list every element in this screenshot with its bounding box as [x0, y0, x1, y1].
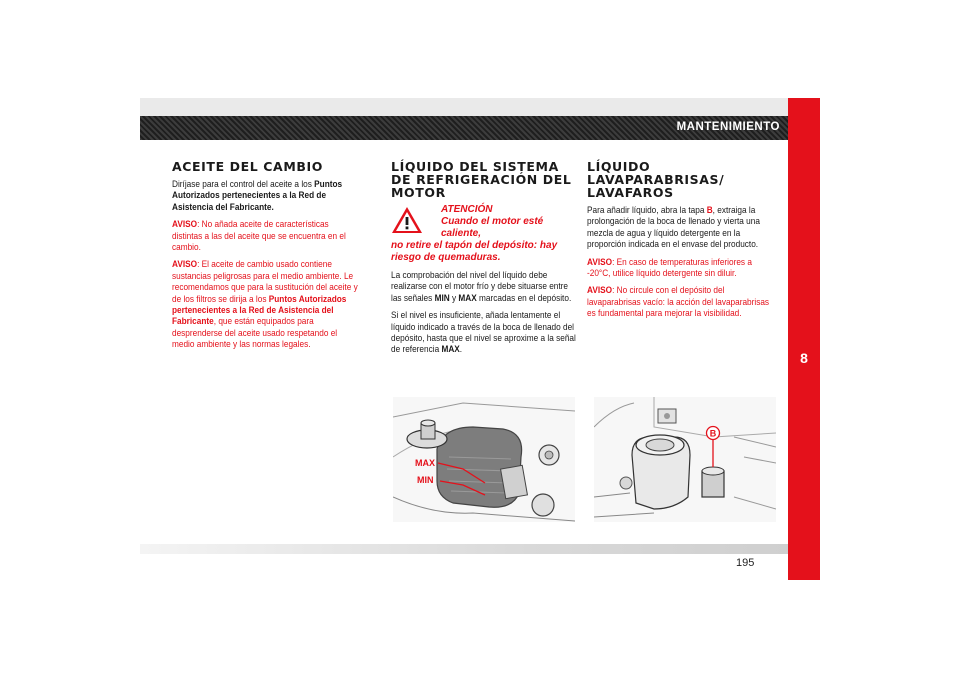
coolant-paragraph-2	[391, 309, 579, 355]
column-coolant	[391, 160, 581, 361]
text-run: marcadas en el depósito.	[476, 291, 572, 303]
coolant-reservoir-illustration	[393, 397, 575, 522]
chapter-number: 8	[800, 350, 808, 366]
column-washer-fluid	[587, 160, 777, 325]
text-run-bold: B	[706, 204, 713, 215]
coolant-engine-drawing	[393, 397, 575, 522]
text-run: y	[449, 291, 459, 303]
text-run: Diríjase para el control del aceite a los	[172, 178, 315, 189]
notice-text: : El aceite de cambio usado contiene sustancias peligrosas para el medio ambiente. Le recomendamos que para la sustitución del aceite y de los filtros se dirija a los	[172, 258, 358, 304]
notice-label: AVISO	[172, 218, 198, 230]
warning-title: ATENCIÓN	[441, 204, 493, 215]
notice-label: AVISO	[172, 258, 198, 270]
max-label: MAX	[415, 458, 435, 468]
washer-engine-drawing	[594, 397, 776, 522]
gearbox-oil-paragraph	[172, 178, 360, 212]
footer-band	[140, 544, 788, 554]
notice-2	[172, 258, 360, 349]
page-number: 195	[736, 557, 755, 569]
washer-reservoir-illustration	[594, 397, 776, 522]
warning-text-line: no retire el tapón del depósito: hay riesgo de quemaduras.	[391, 240, 558, 263]
heading-washer-fluid: LÍQUIDO LAVAPARABRISAS/ LAVAFAROS	[587, 159, 725, 200]
text-run: , extraiga la prolongación de la boca de llenado y vierta una mezcla de agua y líquido detergente en la proporción indicada en el envase del producto.	[587, 204, 760, 250]
cap-b-label: B	[709, 428, 717, 439]
text-run: Para añadir líquido, abra la tapa	[587, 204, 707, 215]
notice-text: , que están equipados para desprenderse del aceite usado respetando el medio ambiente y las normas legales.	[172, 315, 338, 350]
notice-label: AVISO	[587, 284, 613, 296]
text-run-bold: MAX	[441, 343, 460, 355]
section-header	[140, 116, 788, 140]
text-run-bold: MAX	[458, 291, 477, 303]
notice-2	[587, 284, 775, 318]
column-gearbox-oil	[172, 160, 362, 356]
notice-1	[172, 218, 360, 252]
text-run: La comprobación del nivel del líquido debe realizarse con el motor frío y debe situarse entre las señales	[391, 269, 569, 303]
text-run-bold: MIN	[434, 291, 450, 303]
notice-text: : No circule con el depósito del lavaparabrisas vacío: la acción del lavaparabrisas es fundamental para mejorar la visibilidad.	[587, 284, 770, 319]
warning-text-line: Cuando el motor esté caliente,	[441, 216, 544, 239]
section-title: MANTENIMIENTO	[676, 121, 780, 133]
text-run: Si el nivel es insuficiente, añada lentamente el líquido indicado a través de la boca de llenado del depósito, hasta que el nivel se aproxime a la señal de referencia	[391, 309, 576, 355]
notice-text-bold: Puntos Autorizados pertenecientes a la Red de Asistencia del Fabricante	[172, 292, 347, 327]
notice-1	[587, 256, 775, 279]
text-run: .	[459, 343, 463, 355]
heading-gearbox-oil: ACEITE DEL CAMBIO	[172, 159, 323, 174]
min-label: MIN	[417, 475, 434, 485]
top-margin-band	[140, 98, 788, 116]
notice-label: AVISO	[587, 255, 613, 267]
chapter-tab	[788, 98, 820, 580]
text-run-bold: Puntos Autorizados pertenecientes a la Red de Asistencia del Fabricante.	[172, 178, 343, 212]
notice-text: : En caso de temperaturas inferiores a -20°C, utilice líquido detergente sin diluir.	[587, 255, 752, 279]
notice-text: : No añada aceite de características distintas a las del aceite que se encuentra en el cambio.	[172, 218, 346, 253]
coolant-paragraph-1	[391, 269, 579, 303]
warning-box	[391, 204, 581, 264]
washer-paragraph	[587, 204, 775, 250]
warning-triangle-icon	[391, 206, 423, 234]
heading-coolant: LÍQUIDO DEL SISTEMA DE REFRIGERACIÓN DEL MOTOR	[391, 159, 572, 200]
